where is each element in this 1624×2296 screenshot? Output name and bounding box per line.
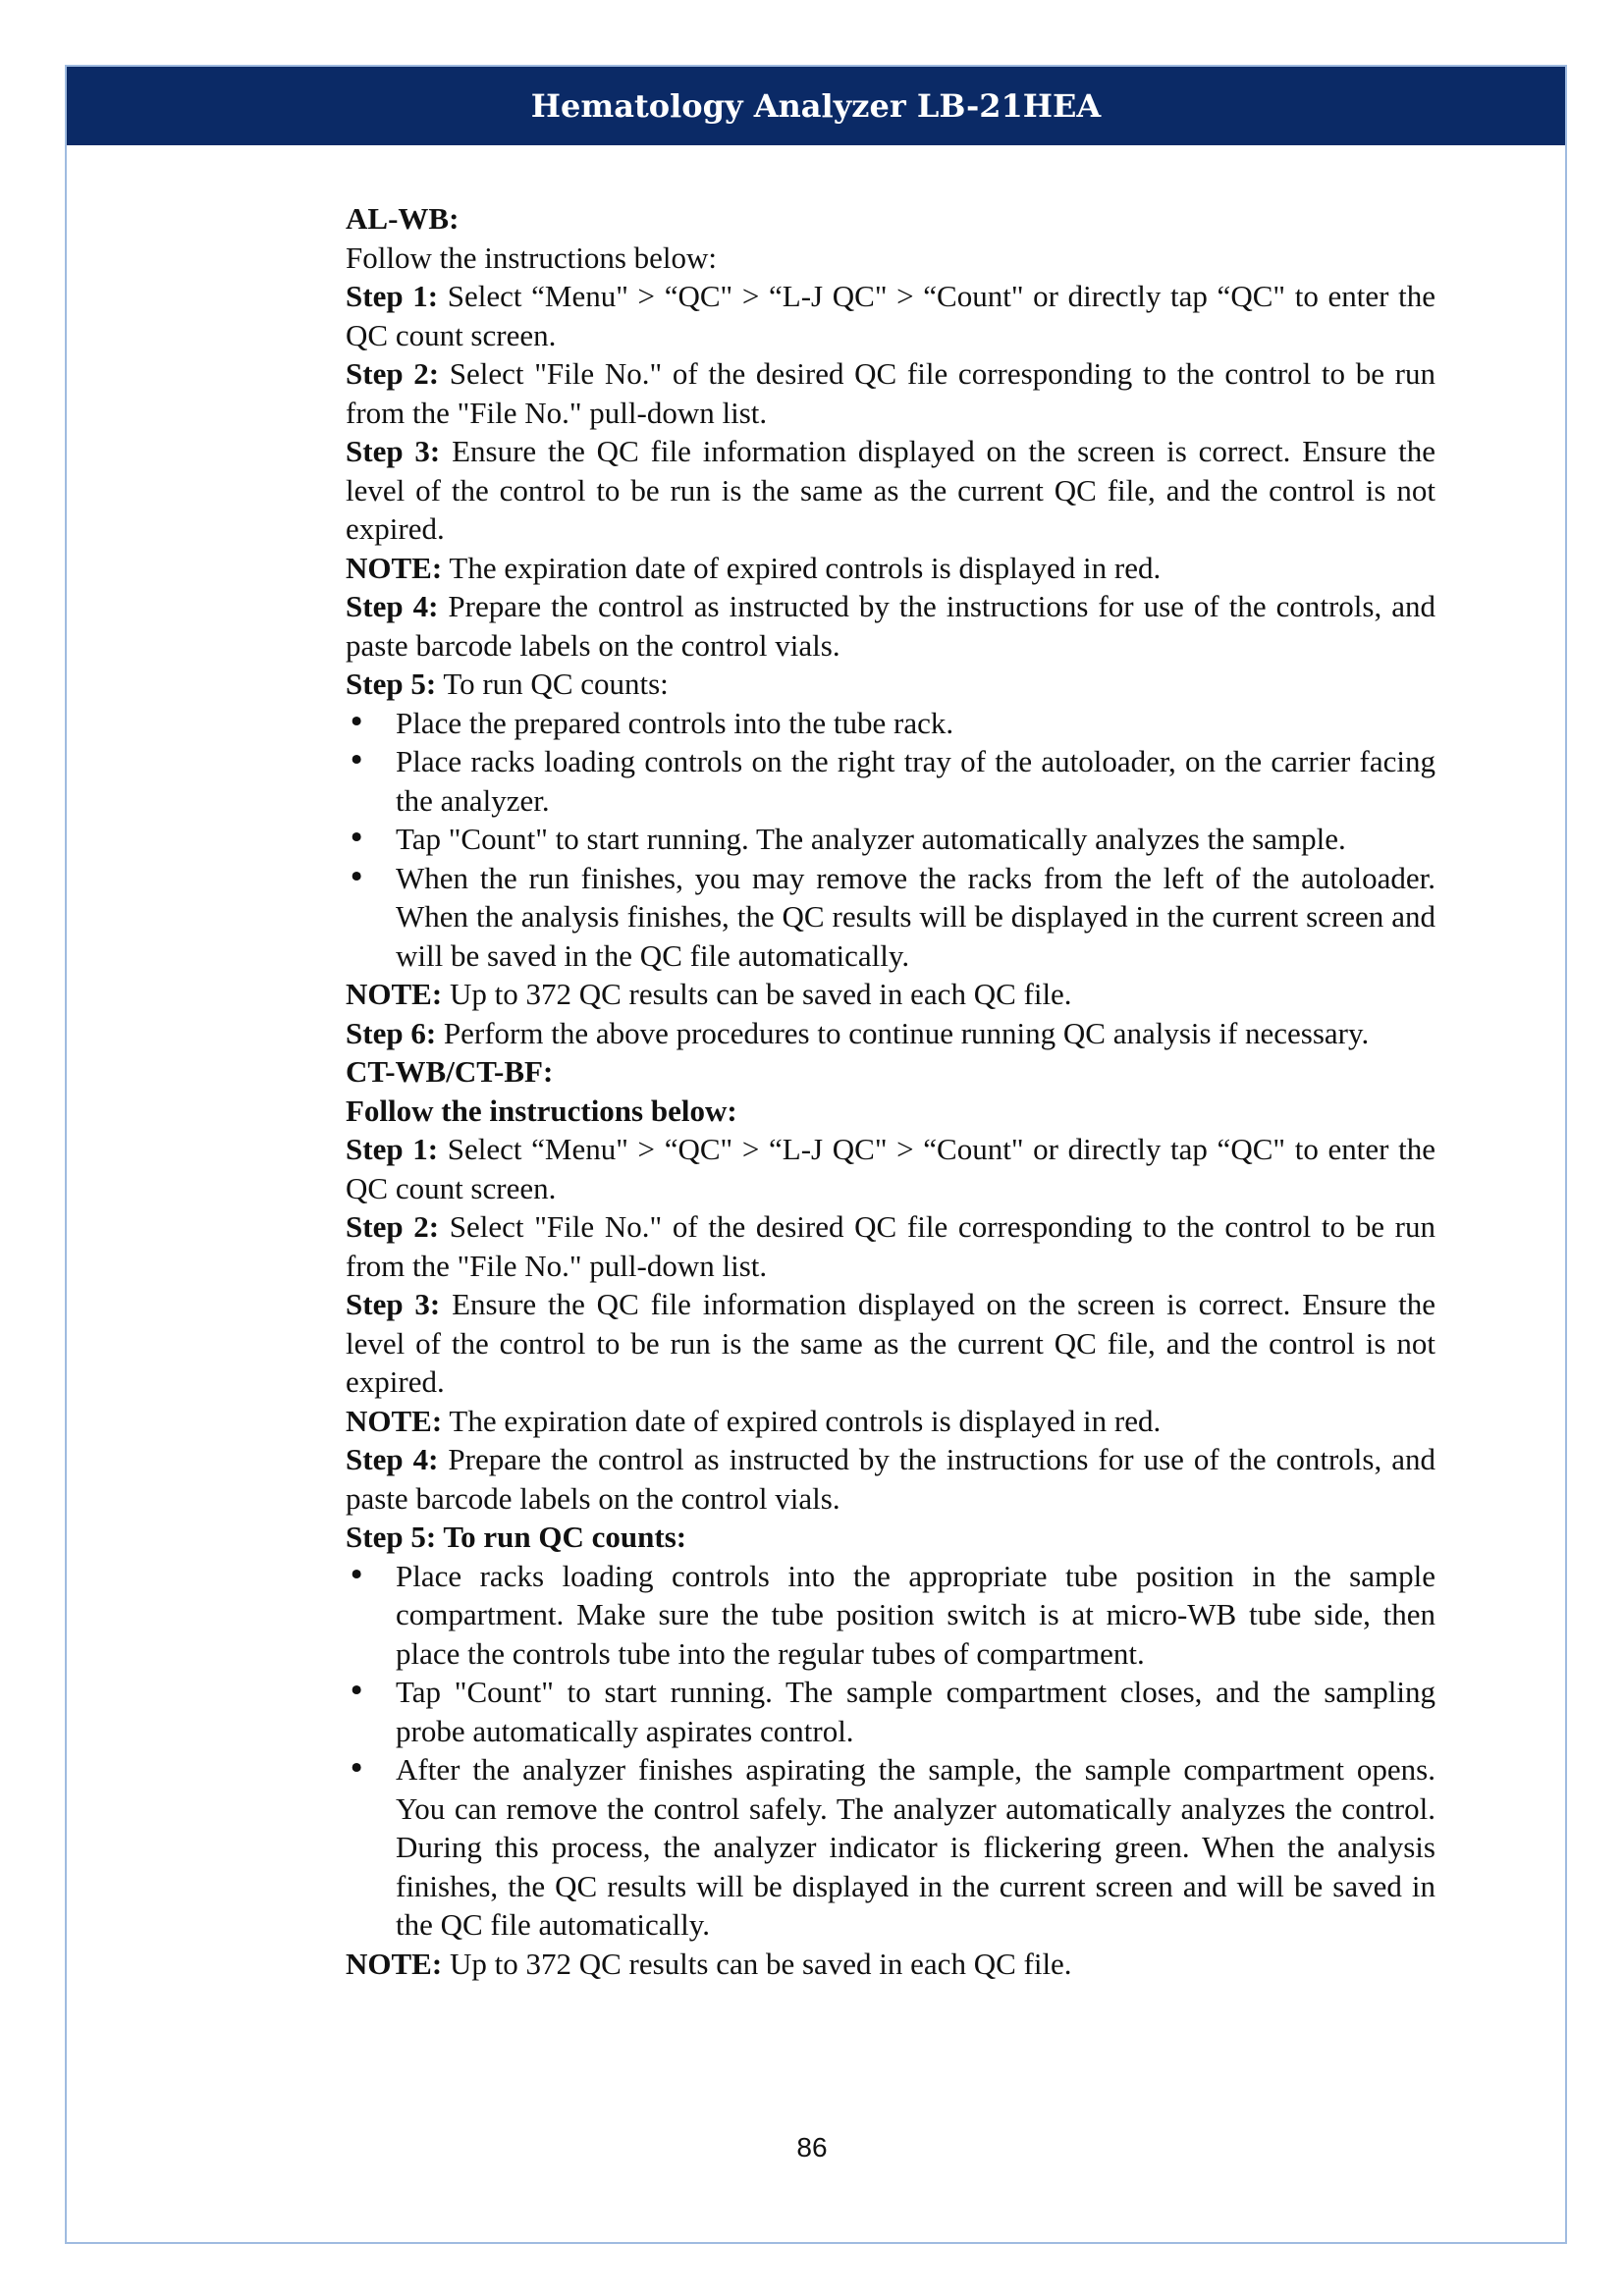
step-2: Step 2: Select "File No." of the desired QC file corresponding to the control to be run from the "File No." pull-down list. <box>346 356 1435 430</box>
note-expiration: NOTE: The expiration date of expired controls is displayed in red. <box>346 550 1162 585</box>
step-3: Step 3: Ensure the QC file information displayed on the screen is correct. Ensure the level of the control to be run is the same as the current QC file, and the control is not expired. <box>346 434 1436 546</box>
step-2: Step 2: Select "File No." of the desired QC file corresponding to the control to be run from the "File No." pull-down list. <box>346 1209 1435 1283</box>
list-item: • Place the prepared controls into the tube rack. <box>346 704 1435 743</box>
document-title: Hematology Analyzer LB-21HEA <box>530 87 1102 125</box>
step-4: Step 4: Prepare the control as instructed by the instructions for use of the controls, and paste barcode labels on the control vials. <box>346 1442 1436 1516</box>
step-1: Step 1: Select “Menu" > “QC" > “L-J QC" > “Count" or directly tap “QC" to enter the QC count screen. <box>346 279 1435 352</box>
page-header-banner <box>67 67 1565 145</box>
page-number: 86 <box>796 2132 828 2163</box>
step-3: Step 3: Ensure the QC file information displayed on the screen is correct. Ensure the level of the control to be run is the same as the current QC file, and the control is not expired. <box>346 1287 1436 1399</box>
note-expiration: NOTE: The expiration date of expired controls is displayed in red. <box>346 1403 1162 1438</box>
bullet-list <box>346 704 1435 976</box>
step-5: Step 5: To run QC counts: <box>346 667 669 701</box>
bullet-list <box>346 1557 1435 1945</box>
step-5: Step 5: To run QC counts: <box>346 1520 687 1554</box>
list-item: • Tap "Count" to start running. The analyzer automatically analyzes the sample. <box>346 820 1435 859</box>
step-4: Step 4: Prepare the control as instructed by the instructions for use of the controls, and paste barcode labels on the control vials. <box>346 589 1436 663</box>
step-1: Step 1: Select “Menu" > “QC" > “L-J QC" > “Count" or directly tap “QC" to enter the QC count screen. <box>346 1132 1435 1205</box>
list-item: • Tap "Count" to start running. The sample compartment closes, and the sampling probe automatically aspirates control. <box>346 1673 1435 1750</box>
section-heading-al-wb: AL-WB: <box>346 201 460 236</box>
section-heading-ct-wb-ct-bf: CT-WB/CT-BF: <box>346 1054 554 1089</box>
note-capacity: NOTE: Up to 372 QC results can be saved in each QC file. <box>346 1946 1072 1981</box>
step-6: Step 6: Perform the above procedures to continue running QC analysis if necessary. <box>346 1015 1370 1050</box>
list-item: • Place racks loading controls on the right tray of the autoloader, on the carrier facing the analyzer. <box>346 742 1435 820</box>
section-intro: Follow the instructions below: <box>346 1093 737 1128</box>
list-item: • Place racks loading controls into the appropriate tube position in the sample compartment. Make sure the tube position switch is at micro-WB tube side, then place the controls tube into the regular tubes of compartment. <box>346 1557 1435 1674</box>
page-content <box>346 199 1435 1983</box>
note-capacity: NOTE: Up to 372 QC results can be saved in each QC file. <box>346 977 1072 1011</box>
list-item: • When the run finishes, you may remove the racks from the left of the autoloader. When the analysis finishes, the QC results will be displayed in the current screen and will be saved in the QC file automatically. <box>346 859 1435 976</box>
list-item: • After the analyzer finishes aspirating the sample, the sample compartment opens. You can remove the control safely. The analyzer automatically analyzes the control. During this process, the analyzer indicator is flickering green. When the analysis finishes, the QC results will be displayed in the current screen and will be saved in the QC file automatically. <box>346 1750 1435 1945</box>
section-intro: Follow the instructions below: <box>346 240 718 275</box>
